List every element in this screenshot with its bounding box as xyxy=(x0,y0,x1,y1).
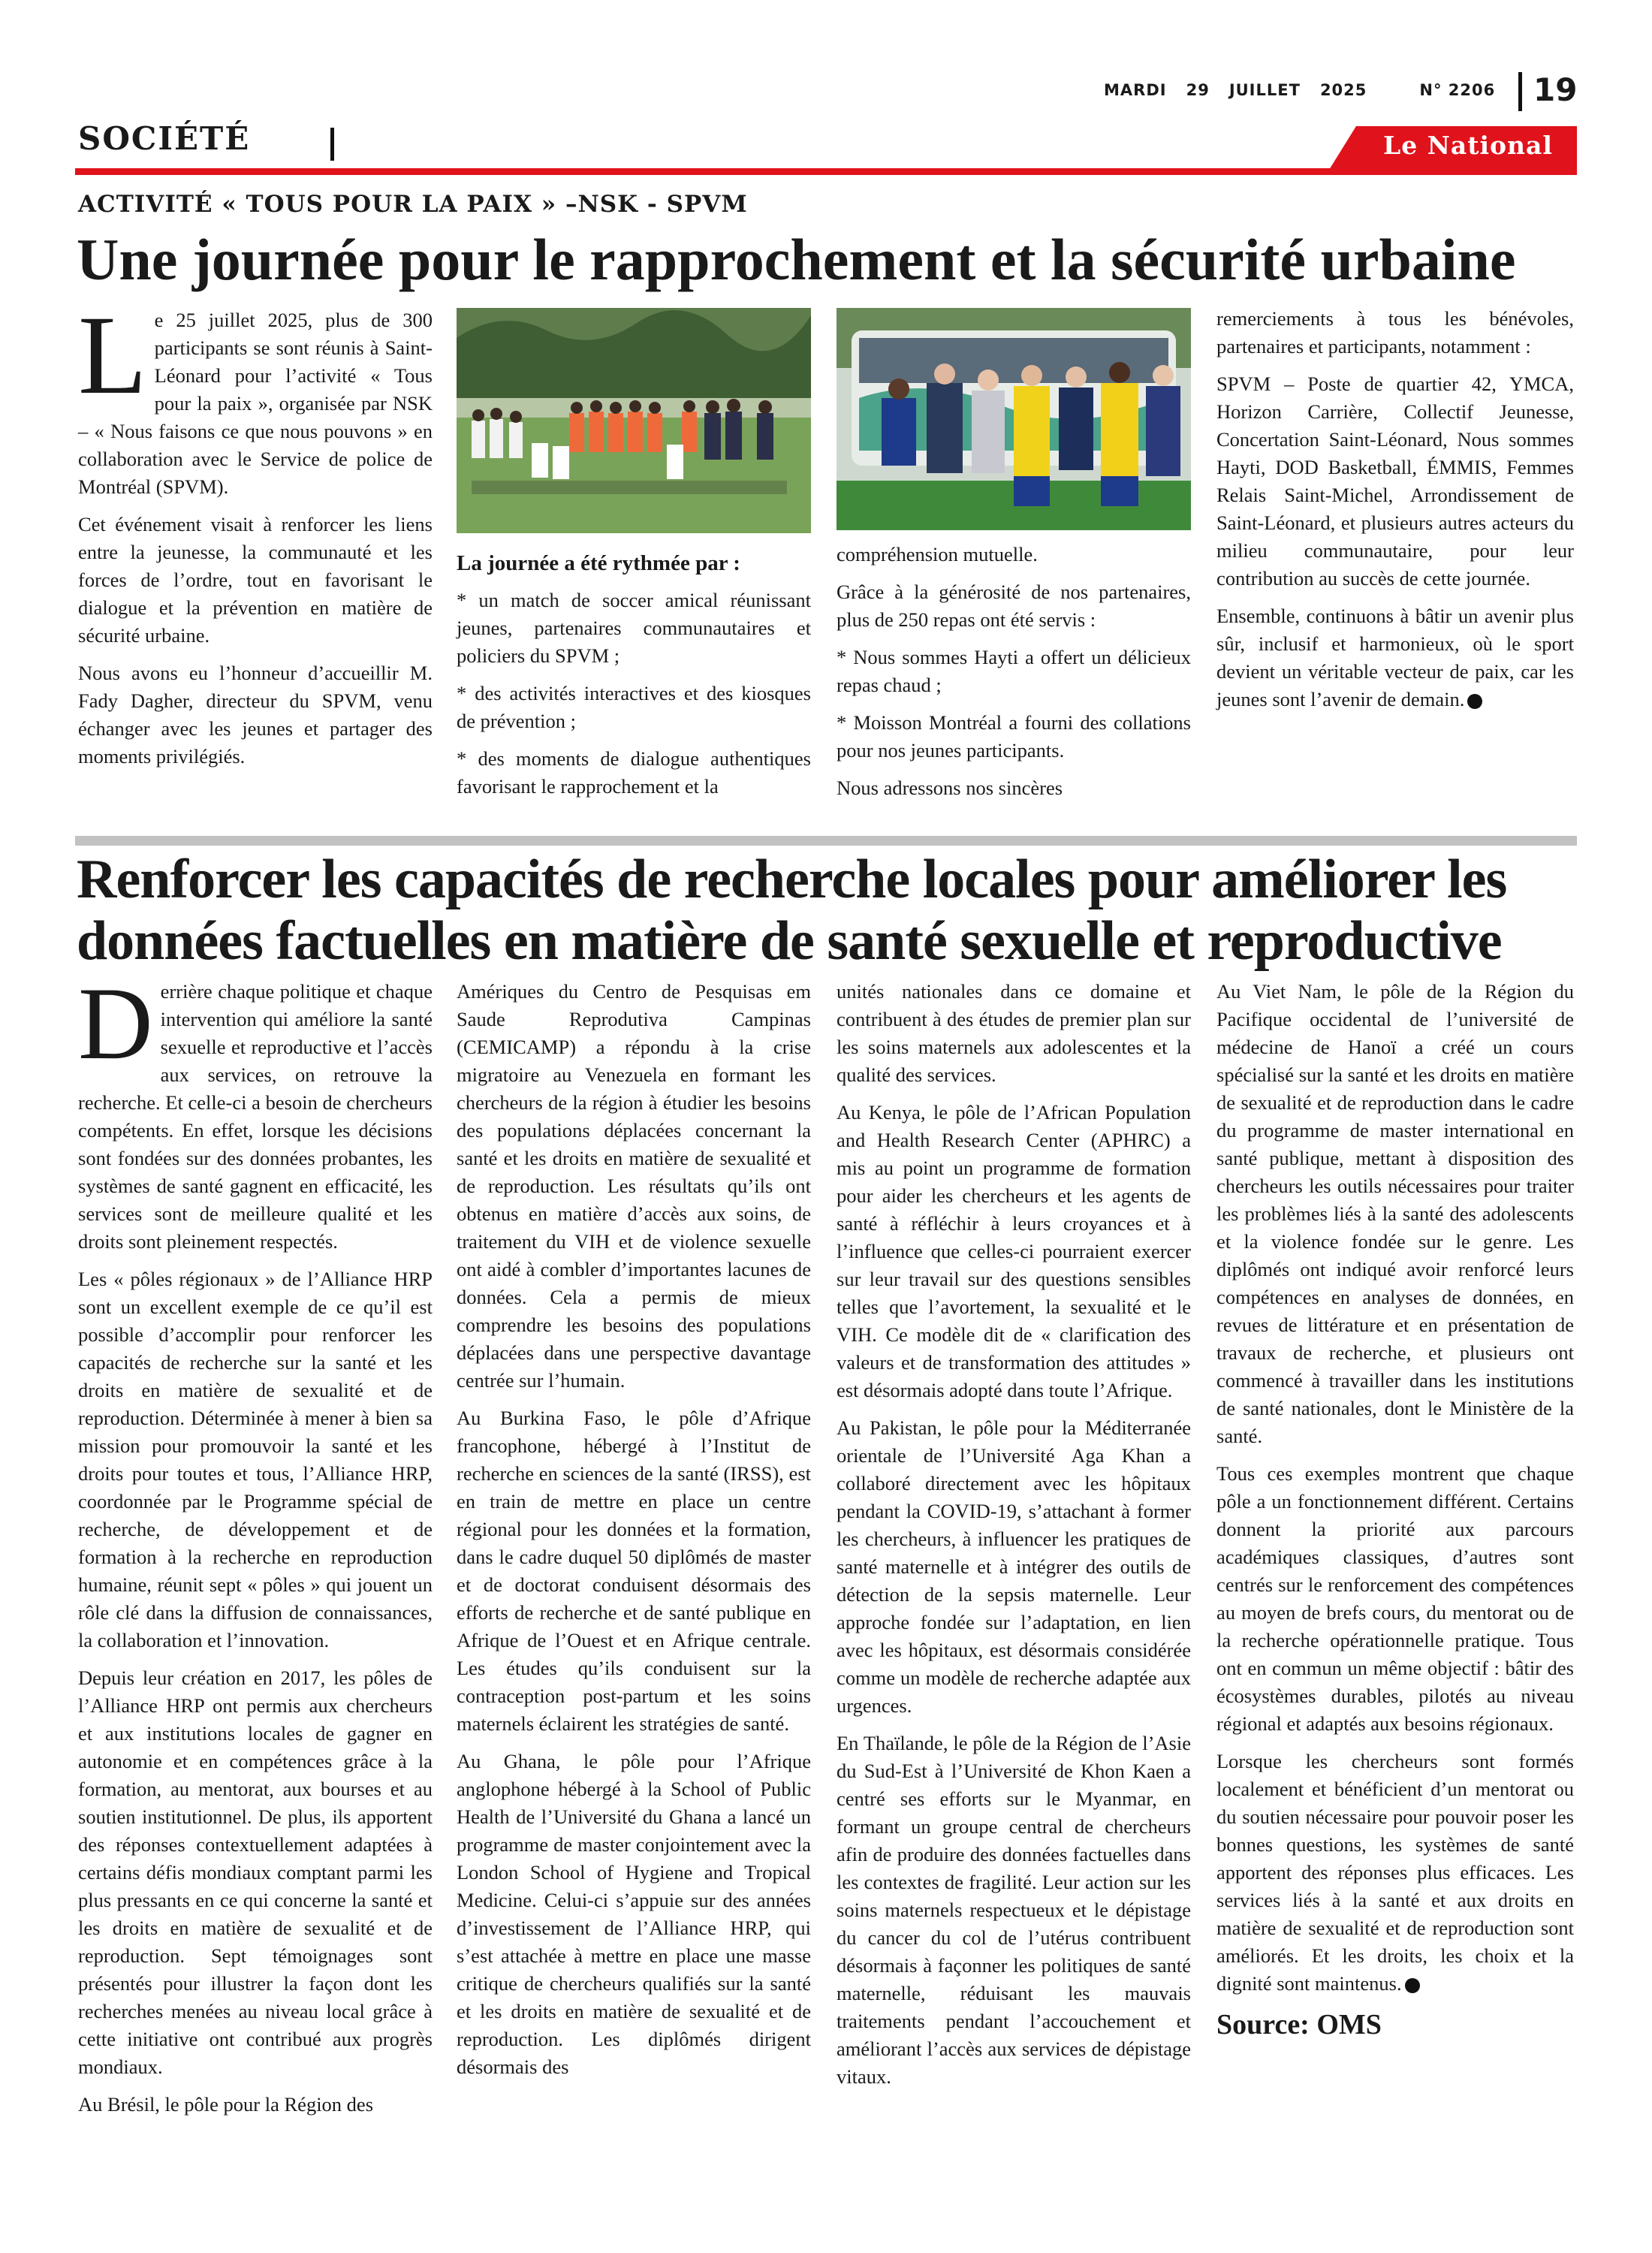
paragraph: Cet événement visait à renforcer les liens entre la jeunesse, la communauté et les forces de l’ordre, tout en favorisant le dialogue et la prévention en matière de sécurité urbaine. xyxy=(78,513,433,647)
paragraph: Au Brésil, le pôle pour la Région des xyxy=(78,2093,374,2116)
paragraph: Grâce à la générosité de nos partenaires, plus de 250 repas ont été servis : xyxy=(837,581,1191,631)
paragraph xyxy=(1216,1748,1574,1998)
page-number: 19 xyxy=(1533,71,1578,108)
paragraph: Au Ghana, le pôle pour l’Afrique anglophone hébergé à la School of Public Health de l’Université du Ghana a lancé un programme de master conjointement avec la London School of Hygiene and Tropical Medicine. Celui-ci s’appuie sur des années d’investissement de l’Alliance HRP, qui s’est attachée à mettre en place une masse critique de chercheurs qualifiés sur la santé et les droits en matière de sexualité et de reproduction. Les diplômés dirigent désormais des xyxy=(457,1750,811,2078)
article2-column-1 xyxy=(78,966,433,2128)
article2-headline-line1: Renforcer les capacités de recherche locales pour améliorer les xyxy=(77,849,1507,910)
paragraph: En Thaïlande, le pôle de la Région de l’Asie du Sud-Est à l’Université de Khon Kaen a centré ses efforts sur le Myanmar, en formant un groupe central de chercheurs afin de produire des données factuelles dans les contextes de fragilité. Leur action sur les soins maternels respectueux et le dépistage du cancer du col de l’utérus contribuent désormais à façonner les politiques de santé maternelle, réduisant les mauvais traitements pendant l’accouchement et améliorant l’accès aux services de dépistage vitaux. xyxy=(837,1732,1191,2088)
paragraph: Depuis leur création en 2017, les pôles de l’Alliance HRP ont permis aux chercheurs et aux institutions locales de gagner en autonomie et en compétences grâce à la formation, au mentorat, aux bourses et au soutien institutionnel. De plus, ils apportent des réponses contextuellement adaptées à certains défis mondiaux comptant parmi les plus pressants en ce qui concerne la santé et les droits en matière de sexualité et de reproduction. Sept témoignages sont présentés pour illustrer la façon dont les recherches menées au niveau local grâce à cette initiative ont contribué aux progrès mondiaux. xyxy=(78,1666,433,2078)
paragraph: Nous adressons nos sincères xyxy=(837,777,1063,799)
article2-source: Source: OMS xyxy=(1216,2009,1382,2040)
closing-paragraph: Ensemble, continuons à bâtir un avenir plus sûr, inclusif et harmonieux, où le sport devient un véritable vecteur de paix, car les jeunes sont l’avenir de demain. xyxy=(1216,605,1574,710)
bullet-item: * des activités interactives et des kiosques de prévention ; xyxy=(457,682,811,732)
group-photo-bus-image xyxy=(837,308,1191,530)
bullet-item: * Nous sommes Hayti a offert un délicieux repas chaud ; xyxy=(837,646,1191,696)
paragraph: Au Burkina Faso, le pôle d’Afrique francophone, hébergé à l’Institut de recherche en sciences de la santé (IRSS), est en train de mettre en place un centre régional pour les données et la formation, dans le cadre duquel 50 diplômés de master et de doctorat conduisent désormais des efforts de recherche et de santé publique en Afrique de l’Ouest et en Afrique centrale. Les études qu’ils conduisent sur la contraception post-partum et les soins maternels éclairent les stratégies de santé. xyxy=(457,1407,811,1735)
date-month: JUILLET xyxy=(1228,81,1301,99)
article-divider xyxy=(75,836,1577,846)
article1-kicker: ACTIVITÉ « TOUS POUR LA PAIX » –NSK - SPVM xyxy=(78,191,748,218)
article1-column-1 xyxy=(78,293,433,780)
article2-column-3 xyxy=(837,978,1191,2101)
article2-column-4 xyxy=(1216,978,1574,2039)
bullet-item: * des moments de dialogue authentiques favorisant le rapprochement et la xyxy=(457,747,811,798)
article2-dropcap: D xyxy=(78,966,153,1081)
paragraph: Les « pôles régionaux » de l’Alliance HRP sont un excellent exemple de ce qu’il est possible d’accomplir pour renforcer les capacités de recherche sur la santé et les droits en matière de sexualité et de reproduction. Déterminée à mener à bien sa mission pour promouvoir la santé et les droits pour toutes et tous, l’Alliance HRP, coordonnée par le Programme spécial de recherche, de développement et de formation à la recherche en reproduction humaine, réunit sept « pôles » qui jouent un rôle clé dans la diffusion de connaissances, la collaboration et l’innovation. xyxy=(78,1268,433,1651)
bullet-item: * Moisson Montréal a fourni des collations pour nos jeunes participants. xyxy=(837,711,1191,762)
paragraph: errière chaque politique et chaque intervention qui améliore la santé sexuelle et reproductive et l’accès aux services, on retrouve la recherche. Et celle-ci a besoin de chercheurs compétents. En effet, lorsque les décisions sont fondées sur des données probantes, les systèmes de santé gagnent en efficacité, les services sont de meilleure qualité et les droits sont pleinement respectés. xyxy=(78,980,433,1253)
article1-headline: Une journée pour le rapprochement et la sécurité urbaine xyxy=(77,227,1516,292)
article2-headline-line2: données factuelles en matière de santé sexuelle et reproductive xyxy=(77,910,1502,972)
paragraph: Au Pakistan, le pôle pour la Méditerranée orientale de l’Université Aga Khan a collaboré directement avec les hôpitaux pendant la COVID-19, s’attachant à former les chercheurs, à influencer les pratiques de santé maternelle et à intégrer des outils de détection de la sepsis maternelle. Leur approche fondée sur l’adaptation, en lien avec les hôpitaux, est désormais considérée comme un modèle de recherche adaptée aux urgences. xyxy=(837,1416,1191,1717)
bullet-item: * un match de soccer amical réunissant jeunes, partenaires communautaires et policiers du SPVM ; xyxy=(457,589,811,667)
section-divider xyxy=(330,128,334,161)
section-title: SOCIÉTÉ xyxy=(78,120,251,157)
article1-subhead: La journée a été rythmée par : xyxy=(457,551,740,575)
article2-column-2 xyxy=(457,978,811,2091)
group-photo-field xyxy=(457,308,811,533)
paragraph: e 25 juillet 2025, plus de 300 participants se sont réunis à Saint-Léonard pour l’activité « Tous pour la paix », organisée par NSK – « Nous faisons ce que nous pouvons » en collaboration avec le Service de police de Montréal (SPVM). xyxy=(78,309,433,498)
date-day-of-week: MARDI xyxy=(1104,81,1167,99)
article1-dropcap: L xyxy=(78,293,147,418)
header-divider xyxy=(1518,72,1522,111)
publication-name: Le National xyxy=(1383,131,1553,160)
paragraph: compréhension mutuelle. xyxy=(837,543,1038,566)
date-year: 2025 xyxy=(1319,81,1367,99)
group-photo-bus xyxy=(837,308,1191,530)
paragraph: remerciements à tous les bénévoles, partenaires et participants, notamment : xyxy=(1216,307,1574,357)
article1-column-2 xyxy=(457,550,811,810)
closing-paragraph: Lorsque les chercheurs sont formés localement et bénéficient d’un mentorat ou du soutien nécessaire pour pouvoir poser les bonnes questions, les systèmes de santé apportent des réponses plus efficaces. Les services liés à la santé et aux droits en matière de sexualité et de reproduction sont améliorés. Et les droits, les choix et la dignité sont maintenus. xyxy=(1216,1750,1574,1995)
end-mark-icon xyxy=(1405,1978,1420,1993)
paragraph xyxy=(1216,602,1574,713)
paragraph: Amériques du Centro de Pesquisas em Saude Reprodutiva Campinas (CEMICAMP) a répondu à la crise migratoire au Venezuela en formant les chercheurs de la région à étudier les besoins des populations déplacées concernant la santé et les droits en matière de sexualité et de reproduction. Les résultats qu’ils ont obtenus en matière d’accès aux soins, de traitement du VIH et de violence sexuelle ont aidé à combler d’importantes lacunes de données. Cela a permis de mieux comprendre les besoins des populations déplacées dans une perspective davantage centrée sur l’humain. xyxy=(457,980,811,1392)
issue-date xyxy=(1104,81,1515,99)
article1-column-4 xyxy=(1216,305,1574,723)
paragraph: Nous avons eu l’honneur d’accueillir M. Fady Dagher, directeur du SPVM, venu échanger avec les jeunes et partager des moments privilégiés. xyxy=(78,662,433,768)
issue-number: N° 2206 xyxy=(1419,81,1496,99)
paragraph: SPVM – Poste de quartier 42, YMCA, Horizon Carrière, Collectif Jeunesse, Concertation Saint-Léonard, Nous sommes Hayti, DOD Basketball, ÉMMIS, Femmes Relais Saint-Michel, Arrondissement de Saint-Léonard, et plusieurs autres acteurs du milieu communautaire, pour leur contribution au succès de cette journée. xyxy=(1216,372,1574,590)
header-rule xyxy=(75,168,1577,175)
group-photo-field-image xyxy=(457,308,811,533)
paragraph: Au Viet Nam, le pôle de la Région du Pacifique occidental de l’université de médecine de Hanoï a créé un cours spécialisé sur la santé et les droits en matière de sexualité et de reproduction dans le cadre du programme de master international en santé publique, mettant à disposition des chercheurs les outils nécessaires pour traiter les problèmes liés à la santé des adolescents et la violence fondée sur le genre. Les diplômés ont indiqué avoir renforcé leurs compétences en analyses de données, en revues de littérature et en présentation de travaux de recherche, et plusieurs ont commencé à travailler dans les institutions de santé nationales, dont le Ministère de la santé. xyxy=(1216,980,1574,1447)
paragraph: unités nationales dans ce domaine et contribuent à des études de premier plan sur les soins maternels aux adolescentes et la qualité des services. xyxy=(837,980,1191,1086)
paragraph: Tous ces exemples montrent que chaque pôle a un fonctionnement différent. Certains donnent la priorité aux parcours académiques classiques, d’autres sont centrés sur le renforcement des compétences au moyen de brefs cours, du mentorat ou de la recherche opérationnelle pratique. Tous ont en commun un même objectif : bâtir des écosystèmes durables, pilotés au niveau régional et adaptés aux besoins régionaux. xyxy=(1216,1462,1574,1735)
end-mark-icon xyxy=(1467,694,1482,709)
article1-column-3 xyxy=(837,541,1191,812)
article2-headline xyxy=(77,849,1506,972)
date-day: 29 xyxy=(1186,81,1210,99)
paragraph: Au Kenya, le pôle de l’African Population and Health Research Center (APHRC) a mis au point un programme de formation pour aider les chercheurs et les agents de santé à réfléchir à leurs croyances et à l’influence que celles-ci pourraient exercer sur leur travail sur des questions sensibles telles que l’avortement, la sexualité et le VIH. Ce modèle dit de « clarification des valeurs et de transformation des attitudes » est désormais adopté dans toute l’Afrique. xyxy=(837,1101,1191,1401)
